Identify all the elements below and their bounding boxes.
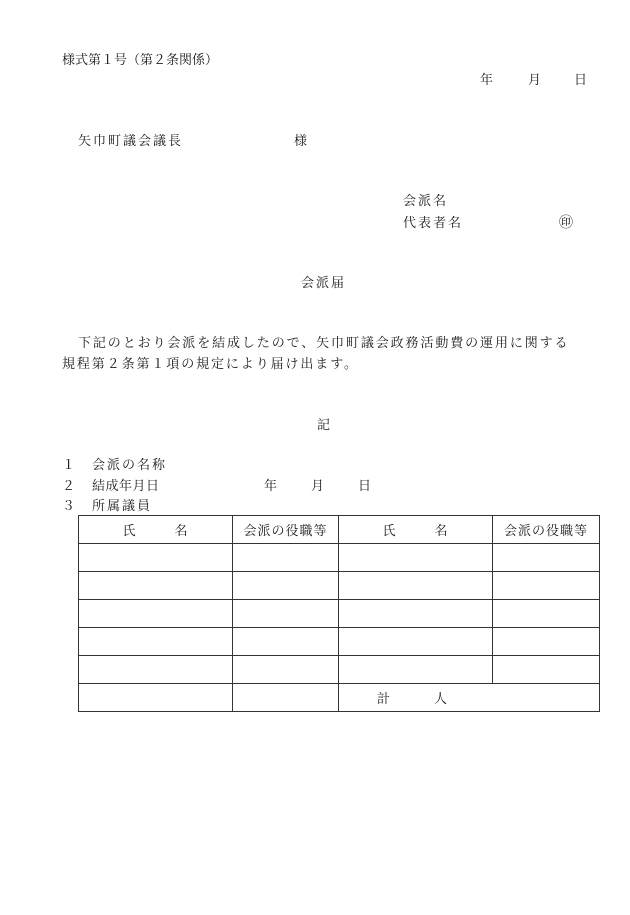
member-name-cell[interactable] <box>79 572 233 600</box>
member-role-cell[interactable] <box>493 656 600 684</box>
addressee-name: 矢巾町議会議長 <box>78 134 184 149</box>
table-row <box>79 628 600 656</box>
formation-day: 日 <box>358 479 372 494</box>
document-title: 会派届 <box>301 276 347 291</box>
member-role-cell[interactable] <box>493 600 600 628</box>
member-role-cell[interactable] <box>233 572 339 600</box>
member-role-cell[interactable] <box>233 628 339 656</box>
member-role-cell[interactable] <box>233 544 339 572</box>
ki-heading: 記 <box>317 418 331 433</box>
item-number: ３ <box>62 499 76 514</box>
member-name-cell[interactable] <box>79 600 233 628</box>
date-month: 月 <box>528 73 542 88</box>
item-label: 会派の名称 <box>92 458 168 473</box>
member-name-cell[interactable] <box>339 544 493 572</box>
item-number: １ <box>62 458 76 473</box>
table-header-row <box>79 516 600 544</box>
formation-month: 月 <box>311 479 325 494</box>
table-row <box>79 656 600 684</box>
formation-year: 年 <box>264 479 278 494</box>
representative-label: 代表者名 <box>403 216 464 231</box>
member-name-cell[interactable] <box>79 684 233 712</box>
name-header <box>79 516 233 544</box>
table-row <box>79 600 600 628</box>
member-role-cell[interactable] <box>233 684 339 712</box>
body-text-line1: 下記のとおり会派を結成したので、矢巾町議会政務活動費の運用に関する <box>78 336 570 351</box>
form-id: 様式第１号（第２条関係） <box>62 53 219 68</box>
member-name-cell[interactable] <box>339 600 493 628</box>
name-header-char: 名 <box>434 524 449 539</box>
name-header-char: 氏 <box>122 524 137 539</box>
member-role-cell[interactable] <box>233 600 339 628</box>
members-table <box>78 515 600 712</box>
addressee-honorific: 様 <box>294 134 308 149</box>
item-label: 所属議員 <box>92 499 153 514</box>
member-role-cell[interactable] <box>493 628 600 656</box>
table-row <box>79 544 600 572</box>
member-role-cell[interactable] <box>493 572 600 600</box>
item-label: 結成年月日 <box>92 479 160 494</box>
role-header: 会派の役職等 <box>233 516 339 544</box>
seal-mark: ㊞ <box>559 215 573 231</box>
group-name-label: 会派名 <box>403 194 449 209</box>
name-header-char: 名 <box>174 524 189 539</box>
member-role-cell[interactable] <box>493 544 600 572</box>
member-name-cell[interactable] <box>79 656 233 684</box>
member-role-cell[interactable] <box>233 656 339 684</box>
member-name-cell[interactable] <box>339 656 493 684</box>
body-text-line2: 規程第２条第１項の規定により届け出ます。 <box>62 357 359 372</box>
member-name-cell[interactable] <box>79 544 233 572</box>
name-header <box>339 516 493 544</box>
member-name-cell[interactable] <box>339 628 493 656</box>
total-unit: 人 <box>434 692 448 707</box>
total-label: 計 <box>377 692 391 707</box>
member-name-cell[interactable] <box>339 572 493 600</box>
table-total-row <box>79 684 600 712</box>
table-row <box>79 572 600 600</box>
name-header-char: 氏 <box>382 524 397 539</box>
member-name-cell[interactable] <box>79 628 233 656</box>
total-cell <box>339 684 600 712</box>
role-header: 会派の役職等 <box>493 516 600 544</box>
date-year: 年 <box>480 73 494 88</box>
item-number: ２ <box>62 479 76 494</box>
date-day: 日 <box>574 73 588 88</box>
